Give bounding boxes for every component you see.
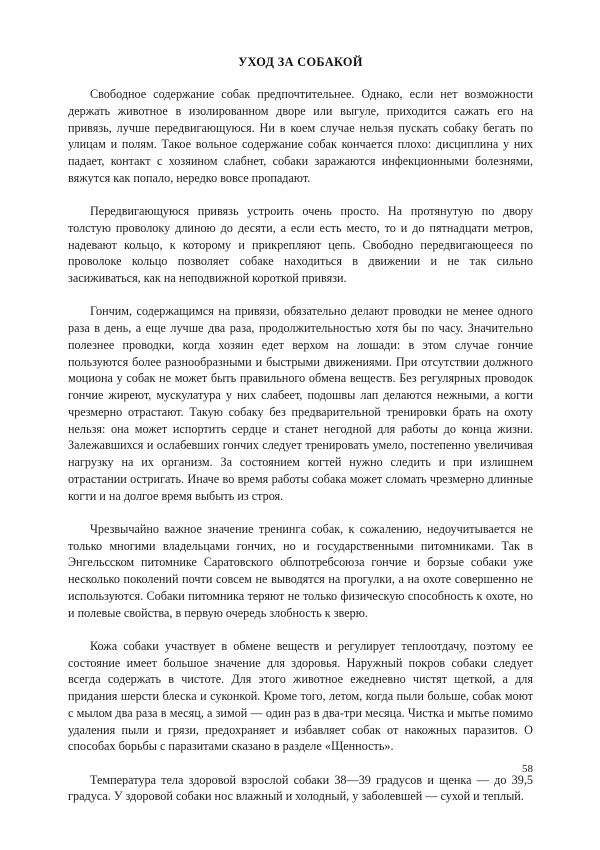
page-content: [68, 0, 533, 805]
page-number: 58: [522, 763, 533, 775]
body-paragraph-6: Температура тела здоровой взрослой собаки 38—39 градусов и щенка — до 39,5 градуса. У здоровой собаки нос влажный и холодный, у заболевшей — сухой и теплый.: [68, 772, 533, 804]
body-paragraph-3: Гончим, содержащимся на привязи, обязательно делают проводки не менее одного раза в день, а еще лучше два раза, продолжительностью хотя бы по часу. Значительно полезнее проводки, когда хозяин едет верхом на лошади: в этом случае гончие пользуются более разнообразными и быстрыми движениями. При отсутствии должного моциона у собак не может быть правильного обмена веществ. Без регулярных проводок гончие жиреют, мускулатура у них слабеет, подошвы лап делаются нежными, а когти чрезмерно отрастают. Такую собаку без предварительной тренировки брать на охоту нельзя: она может испортить сердце и станет негодной для работы до конца жизни. Залежавшихся и ослабевших гончих следует тренировать умело, постепенно увеличивая нагрузку на их организм. За состоянием когтей нужно следить и при излишнем отрастании остригать. Иначе во время работы собака может сломать чрезмерно длинные когти и на долгое время выбыть из строя.: [68, 304, 533, 503]
body-paragraph-5: Кожа собаки участвует в обмене веществ и регулирует теплоотдачу, поэтому ее состояние имеет большое значение для здоровья. Наружный покров собаки следует всегда содержать в чистоте. Для этого животное ежедневно чистят щеткой, а для придания шерсти блеска и суконкой. Кроме того, летом, когда пыли больше, собак моют с мылом два раза в месяц, а зимой — один раз в два-три месяца. Чистка и мытье помимо удаления пыли и грязи, предохраняет и избавляет собак от накожных паразитов. О способах борьбы с паразитами сказано в разделе «Щенность».: [68, 638, 533, 754]
body-paragraph-4: Чрезвычайно важное значение тренинга собак, к сожалению, недоучитывается не только многими владельцами гончих, но и государственными питомниками. Так в Энгельсском питомнике Саратовского облпотребсоюза гончие и борзые собаки уже несколько поколений почти совсем не выводятся на прогулки, а на охоте совершенно не используются. Собаки питомника теряют не только физическую способность к охоте, но и полевые свойства, в первую очередь злобность к зверю.: [68, 521, 533, 620]
body-paragraph-1: Свободное содержание собак предпочтительнее. Однако, если нет возможности держать животное в изолированном дворе или выгуле, приходится сажать его на привязь, лучше передвигающуюся. Ни в коем случае нельзя пускать собаку бегать по улицам и полям. Такое вольное содержание собак кончается плохо: дисциплина у них падает, контакт с хозяином слабнет, собаки заражаются инфекционными болезнями, вяжутся как попало, нередко вовсе пропадают.: [68, 87, 533, 185]
body-paragraph-2: Передвигающуюся привязь устроить очень просто. На протянутую по двору толстую проволоку длиною до десяти, а если есть место, то и до пятнадцати метров, надевают кольцо, к которому и прикрепляют цепь. Свободно передвигающееся по проволоке кольцо позволяет собаке находиться в движении и не так сильно засиживаться, как на неподвижной короткой привязи.: [68, 204, 533, 285]
page-title: УХОД ЗА СОБАКОЙ: [238, 55, 363, 69]
